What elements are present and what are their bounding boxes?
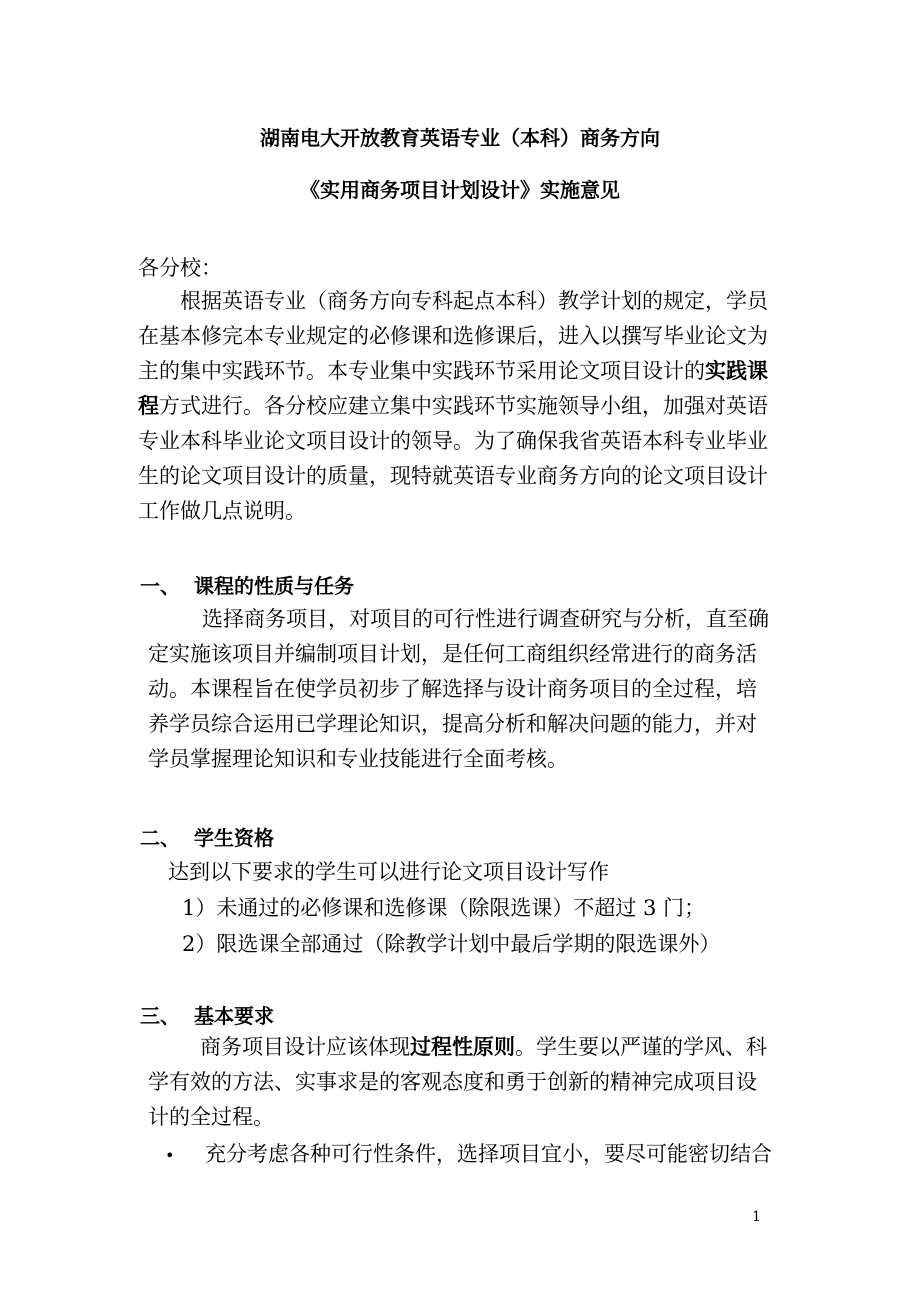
salutation: 各分校：	[138, 256, 222, 280]
section-2-title: 学生资格	[194, 826, 274, 850]
process-principle-emphasis: 过程性原则	[410, 1035, 515, 1059]
intro-emphasis-cont: 程	[138, 394, 159, 418]
section-3-line-2: 学有效的方法、实事求是的客观态度和勇于创新的精神完成项目设	[148, 1070, 757, 1094]
section-2-heading	[140, 822, 274, 851]
intro-line-3	[138, 354, 768, 389]
section-3-paragraph	[148, 1030, 767, 1135]
section-2-item-1: 1）未通过的必修课和选修课（除限选课）不超过 3 门；	[182, 896, 706, 920]
section-1-paragraph	[148, 602, 769, 777]
bullet-dot-icon: •	[165, 1146, 175, 1165]
section-1-line-2: 定实施该项目并编制项目计划，是任何工商组织经常进行的商务活	[148, 642, 757, 666]
section-3-line-1-pre: 商务项目设计应该体现	[200, 1035, 410, 1059]
section-3-heading	[140, 1000, 274, 1029]
section-3-number: 三、	[140, 1004, 180, 1028]
intro-line-7: 工作做几点说明。	[138, 499, 306, 523]
section-1-line-5: 学员掌握理论知识和专业技能进行全面考核。	[148, 747, 568, 771]
intro-emphasis-practice-course: 实践课	[705, 359, 768, 383]
intro-line-2: 在基本修完本专业规定的必修课和选修课后，进入以撰写毕业论文为	[138, 324, 768, 348]
document-title-line-2: 《实用商务项目计划设计》实施意见	[300, 178, 620, 202]
section-2-item-2: 2）限选课全部通过（除教学计划中最后学期的限选课外）	[182, 932, 721, 956]
section-2-number: 二、	[140, 826, 180, 850]
section-1-line-1: 选择商务项目，对项目的可行性进行调查研究与分析，直至确	[202, 607, 769, 631]
section-2-lead: 达到以下要求的学生可以进行论文项目设计写作	[168, 860, 609, 884]
document-title-line-1: 湖南电大开放教育英语专业（本科）商务方向	[260, 126, 660, 150]
section-3-title: 基本要求	[194, 1004, 274, 1028]
section-3-bullet-1	[165, 1138, 772, 1168]
intro-line-4	[138, 389, 768, 424]
page-number: 1	[752, 1209, 761, 1225]
intro-line-4-text: 方式进行。各分校应建立集中实践环节实施领导小组，加强对英语	[159, 394, 768, 418]
intro-line-1: 根据英语专业（商务方向专科起点本科）教学计划的规定，学员	[180, 289, 768, 313]
intro-line-6: 生的论文项目设计的质量，现特就英语专业商务方向的论文项目设计	[138, 464, 768, 488]
section-1-heading	[140, 570, 354, 599]
section-1-title: 课程的性质与任务	[194, 574, 354, 598]
section-3-line-3: 计的全过程。	[148, 1105, 274, 1129]
intro-line-5: 专业本科毕业论文项目设计的领导。为了确保我省英语本科专业毕业	[138, 429, 768, 453]
section-3-bullet-1-text: 充分考虑各种可行性条件，选择项目宜小，要尽可能密切结合	[205, 1142, 772, 1166]
section-1-line-4: 养学员综合运用已学理论知识，提高分析和解决问题的能力，并对	[148, 712, 757, 736]
intro-paragraph	[138, 284, 768, 529]
intro-line-3-text: 主的集中实践环节。本专业集中实践环节采用论文项目设计的	[138, 359, 705, 383]
section-1-line-3: 动。本课程旨在使学员初步了解选择与设计商务项目的全过程，培	[148, 677, 757, 701]
section-1-number: 一、	[140, 574, 180, 598]
section-3-line-1	[148, 1030, 767, 1065]
section-3-line-1-post: 。学生要以严谨的学风、科	[515, 1035, 767, 1059]
